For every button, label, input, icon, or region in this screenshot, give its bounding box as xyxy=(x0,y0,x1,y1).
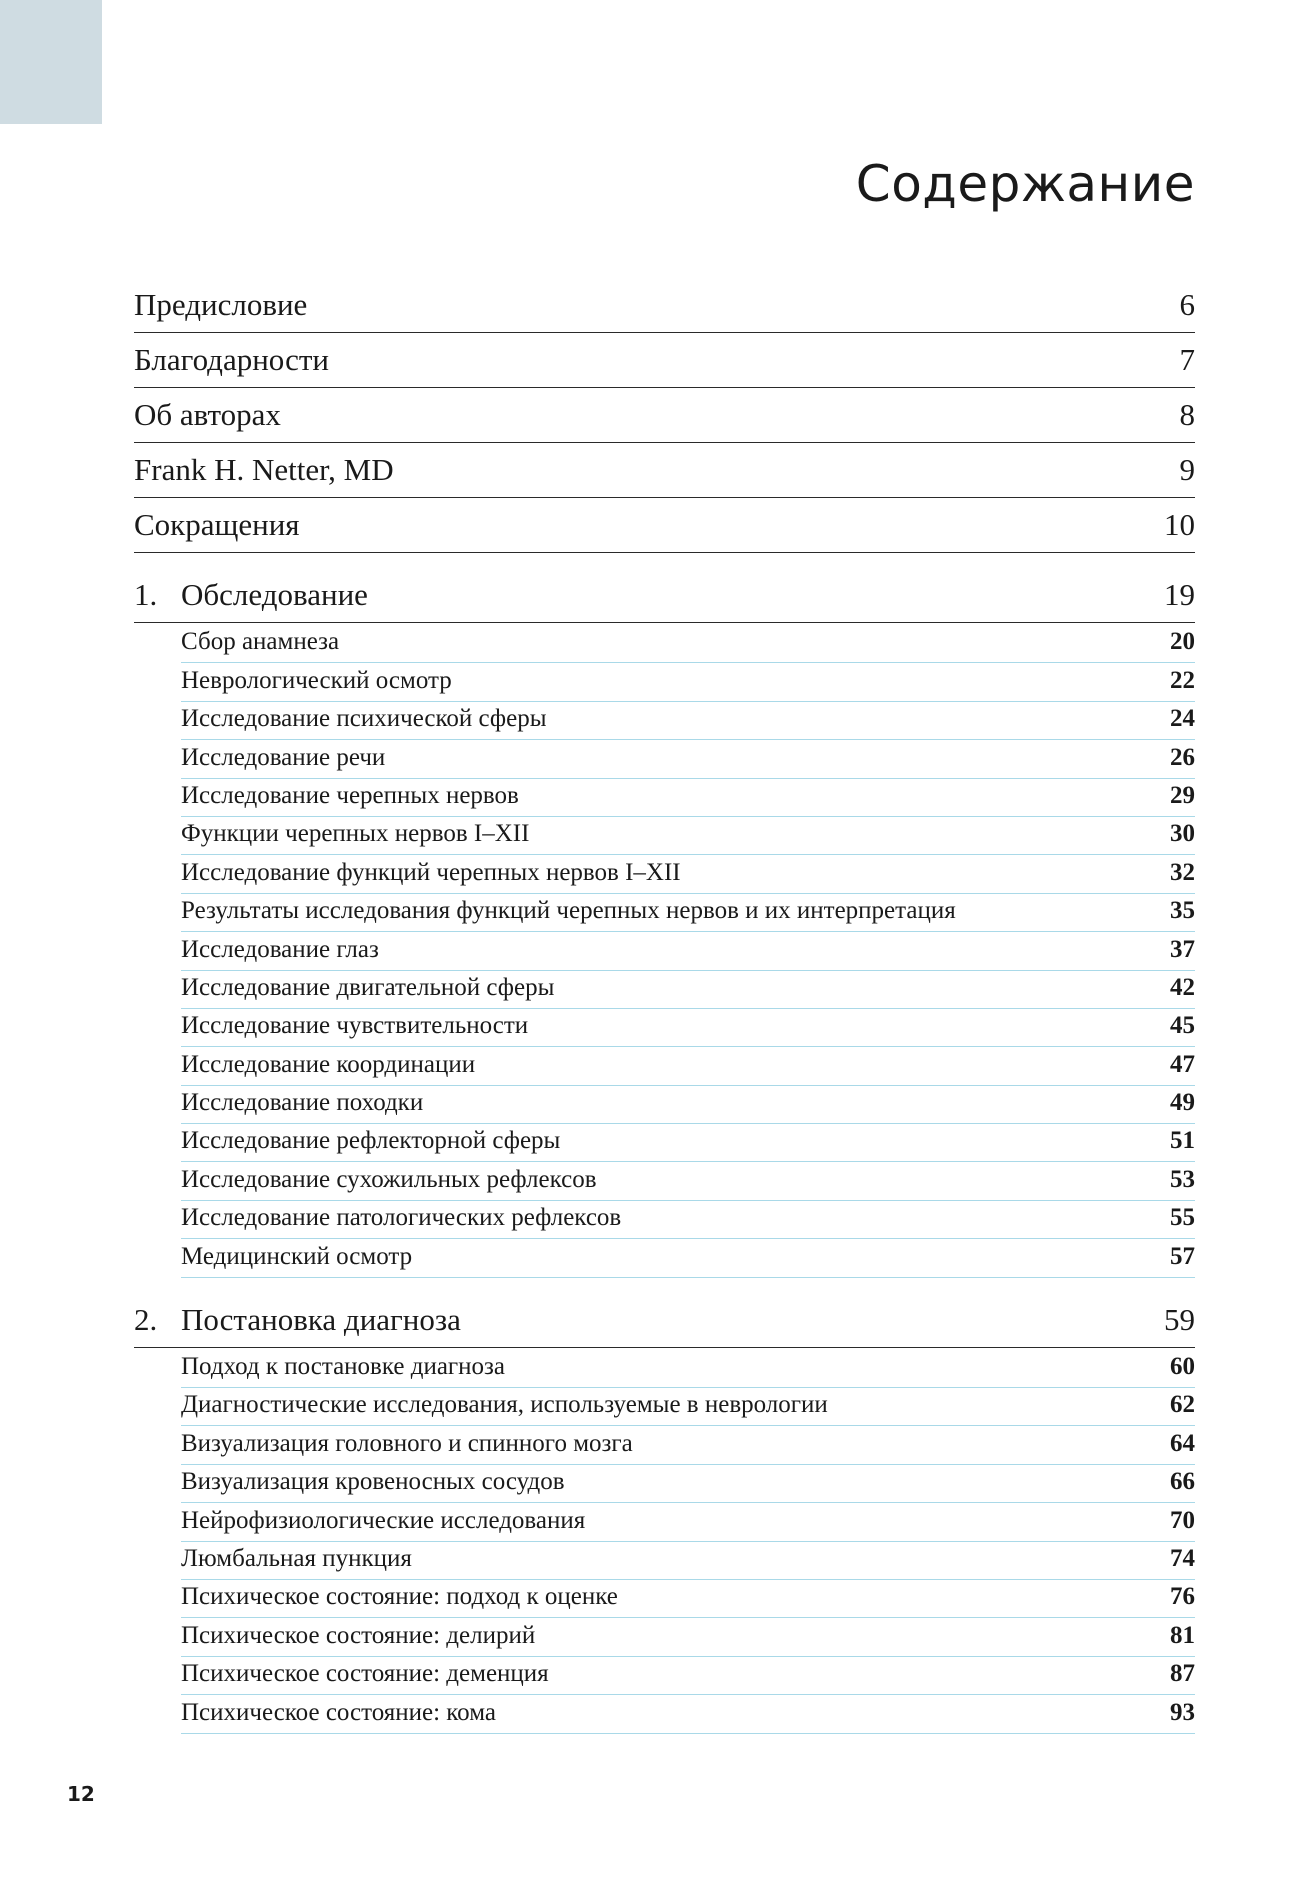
section-title: Исследование черепных нервов xyxy=(181,781,519,809)
section-page: 37 xyxy=(1170,935,1195,963)
section-title: Медицинский осмотр xyxy=(181,1242,413,1270)
section-page: 51 xyxy=(1170,1127,1195,1155)
section-page: 42 xyxy=(1170,973,1195,1001)
toc-front-item[interactable] xyxy=(134,498,1195,553)
section-page: 55 xyxy=(1170,1204,1195,1232)
section-page: 47 xyxy=(1170,1050,1195,1078)
toc-item-title: Предисловие xyxy=(134,287,308,322)
toc-item-page: 8 xyxy=(1179,397,1195,432)
section-title: Подход к постановке диагноза xyxy=(181,1353,506,1381)
toc-front-item[interactable] xyxy=(134,333,1195,388)
section-page: 70 xyxy=(1170,1506,1195,1534)
toc-section-item[interactable] xyxy=(181,1009,1195,1047)
section-title: Люмбальная пункция xyxy=(181,1544,412,1572)
toc-chapter-2[interactable] xyxy=(134,1290,1195,1348)
toc-section-item[interactable] xyxy=(181,779,1195,817)
toc-section-item[interactable] xyxy=(181,1388,1195,1426)
section-page: 57 xyxy=(1170,1242,1195,1270)
section-title: Исследование функций черепных нервов I–XII xyxy=(181,858,681,886)
section-page: 74 xyxy=(1170,1544,1195,1572)
section-title: Исследование глаз xyxy=(181,935,379,963)
section-page: 66 xyxy=(1170,1468,1195,1496)
toc-section-item[interactable] xyxy=(181,855,1195,893)
section-page: 49 xyxy=(1170,1089,1195,1117)
toc-section-item[interactable] xyxy=(181,1542,1195,1580)
section-page: 76 xyxy=(1170,1583,1195,1611)
toc-section-item[interactable] xyxy=(181,1465,1195,1503)
section-page: 26 xyxy=(1170,743,1195,771)
section-page: 64 xyxy=(1170,1429,1195,1457)
section-title: Исследование координации xyxy=(181,1050,476,1078)
section-page: 87 xyxy=(1170,1660,1195,1688)
toc-item-title: Сокращения xyxy=(134,507,300,542)
section-page: 53 xyxy=(1170,1165,1195,1193)
page-title: Содержание xyxy=(855,155,1195,213)
section-page: 20 xyxy=(1170,628,1195,656)
section-title: Функции черепных нервов I–XII xyxy=(181,820,530,848)
section-page: 81 xyxy=(1170,1621,1195,1649)
section-title: Психическое состояние: делирий xyxy=(181,1621,536,1649)
toc-section-item[interactable] xyxy=(181,1580,1195,1618)
toc-item-title: Об авторах xyxy=(134,397,281,432)
section-title: Визуализация головного и спинного мозга xyxy=(181,1429,633,1457)
toc-section-item[interactable] xyxy=(181,971,1195,1009)
toc-section-item[interactable] xyxy=(181,1124,1195,1162)
section-page: 24 xyxy=(1170,705,1195,733)
section-page: 32 xyxy=(1170,858,1195,886)
toc-section-item[interactable] xyxy=(181,817,1195,855)
section-title: Результаты исследования функций черепных нервов и их интерпретация xyxy=(181,897,956,925)
chapter-number: 1. xyxy=(134,577,158,612)
section-title: Психическое состояние: подход к оценке xyxy=(181,1583,618,1611)
toc-front-item[interactable] xyxy=(134,278,1195,333)
toc-item-page: 9 xyxy=(1179,452,1195,487)
chapter-label xyxy=(134,1302,461,1338)
page-number: 12 xyxy=(67,1782,95,1806)
chapter-page: 19 xyxy=(1164,577,1195,612)
section-page: 62 xyxy=(1170,1391,1195,1419)
toc-item-page: 7 xyxy=(1179,342,1195,377)
table-of-contents xyxy=(134,278,1195,1734)
chapter-title: Обследование xyxy=(181,577,368,612)
section-page: 30 xyxy=(1170,820,1195,848)
section-page: 35 xyxy=(1170,897,1195,925)
section-title: Визуализация кровеносных сосудов xyxy=(181,1468,565,1496)
section-page: 22 xyxy=(1170,666,1195,694)
toc-section-item[interactable] xyxy=(181,1086,1195,1124)
toc-section-item[interactable] xyxy=(181,625,1195,663)
toc-section-item[interactable] xyxy=(181,1201,1195,1239)
toc-section-item[interactable] xyxy=(181,740,1195,778)
corner-color-block xyxy=(0,0,102,124)
chapter-page: 59 xyxy=(1164,1301,1195,1337)
section-title: Диагностические исследования, используемые в неврологии xyxy=(181,1391,828,1419)
section-title: Психическое состояние: кома xyxy=(181,1698,496,1726)
section-title: Исследование сухожильных рефлексов xyxy=(181,1165,597,1193)
section-title: Исследование рефлекторной сферы xyxy=(181,1127,561,1155)
toc-chapter-1[interactable] xyxy=(134,565,1195,623)
chapter-number: 2. xyxy=(134,1301,158,1337)
toc-item-page: 10 xyxy=(1164,507,1195,542)
toc-item-title: Frank H. Netter, MD xyxy=(134,452,394,487)
section-title: Нейрофизиологические исследования xyxy=(181,1506,586,1534)
toc-section-item[interactable] xyxy=(181,1618,1195,1656)
toc-section-item[interactable] xyxy=(181,932,1195,970)
section-title: Исследование походки xyxy=(181,1089,424,1117)
section-page: 60 xyxy=(1170,1353,1195,1381)
toc-section-item[interactable] xyxy=(181,894,1195,932)
toc-section-item[interactable] xyxy=(181,1503,1195,1541)
toc-front-item[interactable] xyxy=(134,443,1195,498)
toc-section-item[interactable] xyxy=(181,702,1195,740)
toc-item-title: Благодарности xyxy=(134,342,329,377)
section-page: 45 xyxy=(1170,1012,1195,1040)
section-page: 93 xyxy=(1170,1698,1195,1726)
toc-section-item[interactable] xyxy=(181,1047,1195,1085)
chapter-title: Постановка диагноза xyxy=(181,1301,461,1337)
toc-section-item[interactable] xyxy=(181,1695,1195,1733)
section-page: 29 xyxy=(1170,781,1195,809)
chapter-label xyxy=(134,577,368,613)
toc-section-item[interactable] xyxy=(181,663,1195,701)
toc-front-item[interactable] xyxy=(134,388,1195,443)
section-title: Психическое состояние: деменция xyxy=(181,1660,549,1688)
section-title: Исследование психической сферы xyxy=(181,705,547,733)
toc-section-item[interactable] xyxy=(181,1239,1195,1277)
section-title: Неврологический осмотр xyxy=(181,666,452,694)
toc-item-page: 6 xyxy=(1179,287,1195,322)
section-title: Исследование патологических рефлексов xyxy=(181,1204,622,1232)
section-title: Исследование чувствительности xyxy=(181,1012,529,1040)
toc-section-item[interactable] xyxy=(181,1657,1195,1695)
section-title: Исследование речи xyxy=(181,743,386,771)
section-title: Сбор анамнеза xyxy=(181,628,340,656)
toc-section-item[interactable] xyxy=(181,1426,1195,1464)
toc-section-item[interactable] xyxy=(181,1350,1195,1388)
section-title: Исследование двигательной сферы xyxy=(181,973,555,1001)
toc-section-item[interactable] xyxy=(181,1162,1195,1200)
